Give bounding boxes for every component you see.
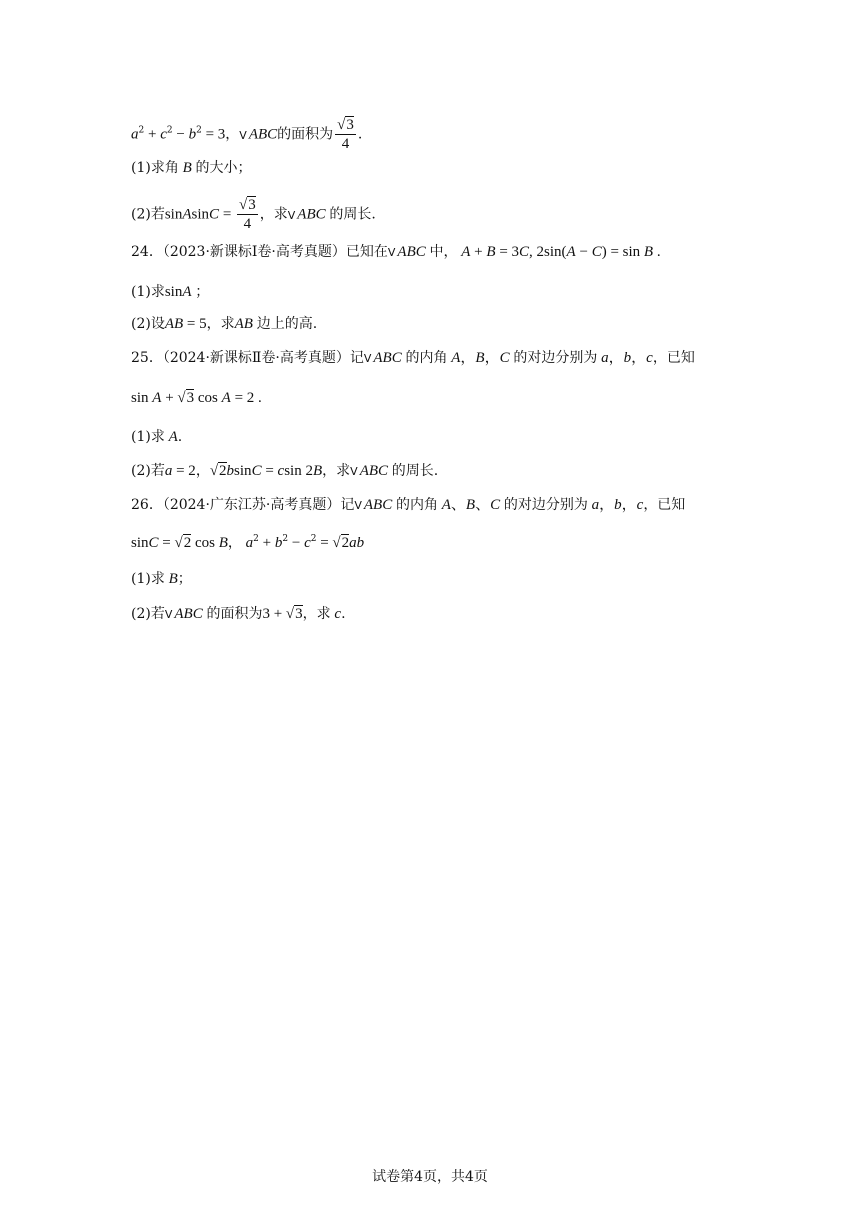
q25-part2: (2)若a = 2，√2bsinC = csin 2B，求V ABC 的周长.	[131, 463, 439, 479]
q25-condition: sin A + √3 cos A = 2 .	[131, 390, 262, 406]
page-footer: 试卷第4页，共4页	[372, 1169, 488, 1185]
q26-part1: (1)求 B；	[131, 571, 192, 587]
q24-part1: (1)求sinA ；	[131, 284, 210, 300]
q23-part2: (2)若sinAsinC = $\frac{√3}{4}$ ，求V ABC 的周长.	[131, 197, 376, 232]
q24-part2: (2)设AB = 5，求AB 边上的高.	[131, 316, 318, 332]
q23-part1: (1)求角 B 的大小；	[131, 160, 252, 176]
q26-title: 26．（2024·广东江苏·高考真题）记V ABC 的内角 A、B、C 的对边分别为 a，b，c，已知	[131, 497, 686, 513]
condition-line: $a^2 + c^2 - b^2 = 3$，V ABC的面积为 $\frac{√3}{4}$ .	[131, 117, 363, 152]
q24-title: 24．（2023·新课标Ⅰ卷·高考真题）已知在V ABC 中， A + B = 3C, 2sin(A − C) = sin B .	[131, 244, 661, 260]
q25-part1: (1)求 A.	[131, 429, 183, 445]
q25-title: 25．（2024·新课标Ⅱ卷·高考真题）记V ABC 的内角 A，B，C 的对边分别为 a，b，c，已知	[131, 350, 695, 366]
q26-part2: (2)若V ABC 的面积为3 + √3，求 c.	[131, 606, 346, 622]
q26-condition: sinC = √2 cos B， $a^2 + b^2 - c^2 = √2ab$	[131, 534, 365, 551]
